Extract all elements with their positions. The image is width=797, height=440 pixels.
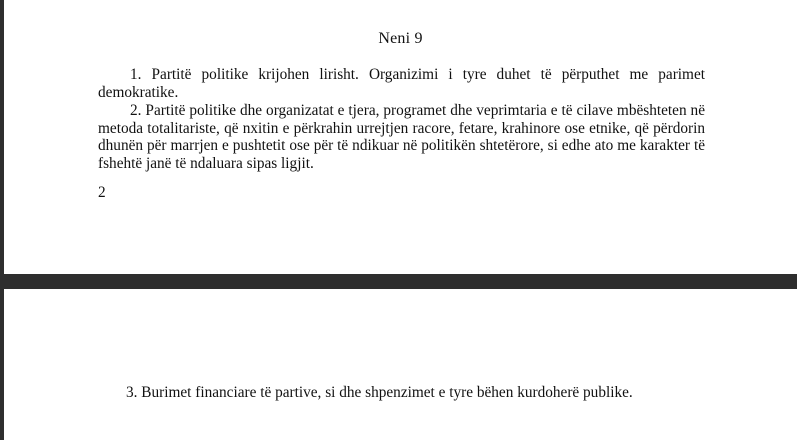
article-heading: Neni 9 [378, 30, 423, 47]
paragraph-2-text: 2. Partitë politike dhe organizatat e tjera, programet dhe veprimtaria e të cilave mbështeten në metoda totalitariste, që nxitin e përkrahin urrejtjen racore, fetare, krahinore ose etnike, që përdorin dhunën për marrjen e pushtetit ose për të ndikuar në politikën shtetërore, si edhe ato me karakter të fshehtë janë të ndaluara sipas ligjit. [98, 102, 705, 172]
paragraph-1-text: 1. Partitë politike krijohen lirisht. Organizimi i tyre duhet të përputhet me parimet demokratike. [98, 66, 705, 101]
page-number: 2 [98, 184, 106, 201]
paragraph-1 [98, 66, 705, 101]
page-2 [4, 289, 797, 440]
paragraph-2 [98, 102, 705, 172]
viewer-left-edge [0, 0, 4, 440]
paragraph-3-text: 3. Burimet financiare të partive, si dhe shpenzimet e tyre bëhen kurdoherë publike. [126, 384, 633, 401]
page-1 [4, 0, 797, 274]
paragraph-3 [94, 384, 701, 402]
